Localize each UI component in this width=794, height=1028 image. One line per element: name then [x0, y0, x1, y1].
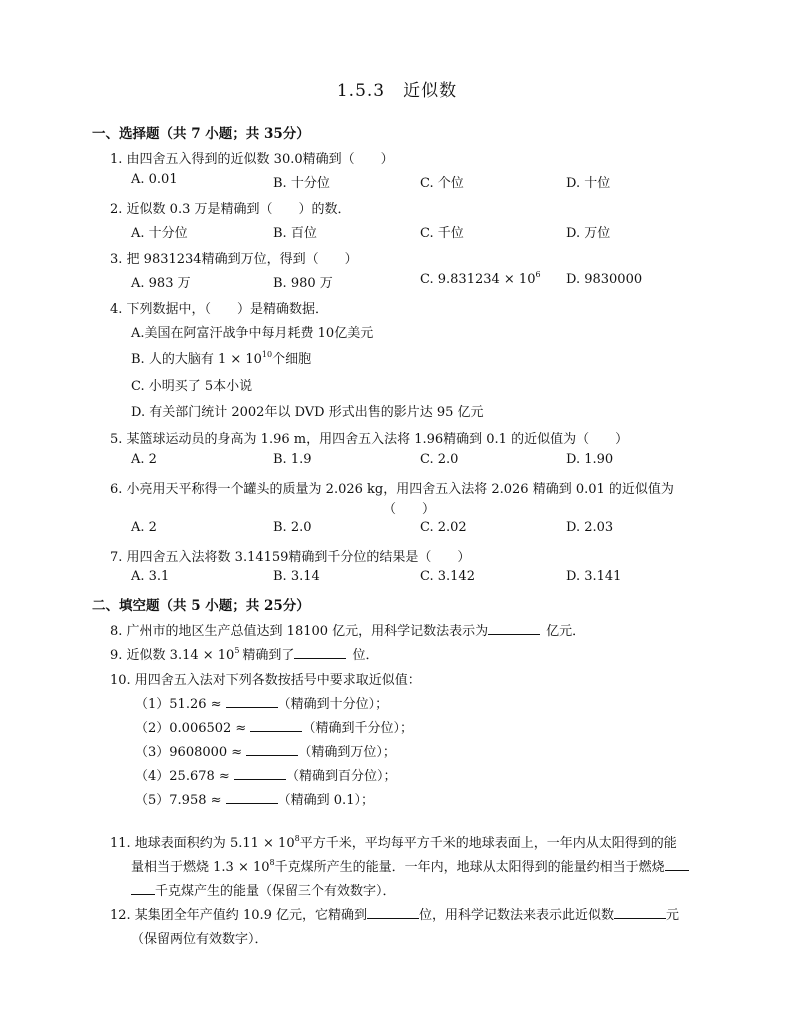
q1-option-d: D. 十位	[566, 176, 611, 191]
q11-answer-blank-start[interactable]	[665, 859, 689, 871]
q12-line-1-text: 12. 某集团全年产值约 10.9 亿元，它精确到	[110, 908, 368, 923]
question-2-stem: 2. 近似数 0.3 万是精确到（ ）的数．	[110, 202, 351, 217]
q10-item-5-requirement: （精确到 0.1）；	[277, 793, 374, 808]
question-7-stem: 7. 用四舍五入法将数 3.14159精确到千分位的结果是（ ）	[110, 550, 471, 565]
q10-item-5	[135, 789, 374, 808]
question-9-text: 9. 近似数 3.14 × 10	[110, 648, 235, 663]
q12-answer-blank-2[interactable]	[614, 907, 666, 919]
q5-option-b: B. 1.9	[273, 452, 312, 467]
question-11-line-3	[131, 880, 396, 899]
q2-option-c: C. 千位	[420, 226, 464, 241]
q10-item-4-requirement: （精确到百分位）；	[285, 769, 397, 784]
q4-option-b-pre: B. 人的大脑有 1 × 10	[131, 352, 262, 367]
question-4-stem: 4. 下列数据中，（ ）是精确数据．	[110, 302, 329, 317]
q12-line-1-mid: 位，用科学记数法来表示此近似数	[419, 908, 615, 923]
q3-option-a: A. 983 万	[131, 276, 191, 291]
q11-line-1-text: 11. 地球表面积约为 5.11 × 10	[110, 836, 295, 851]
question-8-text: 8. 广州市的地区生产总值达到 18100 亿元，用科学记数法表示为	[110, 624, 489, 639]
q4-option-b-post: 个细胞	[272, 352, 312, 367]
q6-option-b: B. 2.0	[273, 520, 312, 535]
q3-option-c-exponent: 6	[535, 270, 541, 279]
q10-item-2-blank[interactable]	[250, 720, 302, 732]
q10-item-1	[135, 693, 388, 712]
q10-item-3-requirement: （精确到万位）；	[298, 745, 396, 760]
question-6-stem: 6. 小亮用天平称得一个罐头的质量为 2.026 kg，用四舍五入法将 2.026 精确到 0.01 的近似值为	[110, 482, 674, 497]
question-12-line-2: （保留两位有效数字）．	[131, 932, 268, 947]
q10-item-5-text: （5）7.958 ≈	[135, 793, 222, 808]
q9-answer-blank[interactable]	[294, 647, 346, 659]
q10-item-1-text: （1）51.26 ≈	[135, 697, 222, 712]
question-12-line-1	[110, 904, 679, 923]
q11-exponent-1: 8	[294, 834, 300, 843]
q7-option-c: C. 3.142	[420, 569, 475, 584]
q2-option-a: A. 十分位	[131, 226, 188, 241]
section-heading-multiple-choice: 一、选择题（共 7 小题；共 35分）	[92, 126, 310, 142]
q5-option-c: C. 2.0	[420, 452, 459, 467]
q3-option-c-base: C. 9.831234 × 10	[420, 272, 536, 287]
q10-item-4-blank[interactable]	[234, 768, 286, 780]
q11-answer-blank-end[interactable]	[131, 883, 155, 895]
q10-item-3-text: （3）9608000 ≈	[135, 745, 243, 760]
q6-option-d: D. 2.03	[566, 520, 614, 535]
q11-line-3-text: 千克煤产生的能量（保留三个有效数字）．	[155, 884, 396, 899]
q10-item-3	[135, 741, 396, 760]
q1-option-c: C. 个位	[420, 176, 464, 191]
question-11-line-1	[110, 832, 677, 851]
section-heading-fill-in: 二、填空题（共 5 小题；共 25分）	[92, 598, 310, 614]
q1-option-a: A. 0.01	[131, 172, 178, 187]
q4-option-c: C. 小明买了 5本小说	[131, 379, 253, 394]
q10-item-2	[135, 717, 413, 736]
question-5-stem: 5. 某篮球运动员的身高为 1.96 m，用四舍五入法将 1.96精确到 0.1 的近似值为（ ）	[110, 432, 629, 447]
q7-option-a: A. 3.1	[131, 569, 170, 584]
q7-option-b: B. 3.14	[273, 569, 320, 584]
q3-option-b: B. 980 万	[273, 276, 333, 291]
question-9-suffix: 位．	[352, 648, 379, 663]
q4-option-a: A.美国在阿富汗战争中每月耗费 10亿美元	[131, 326, 374, 341]
q10-item-2-requirement: （精确到千分位）；	[302, 721, 413, 736]
q6-option-c: C. 2.02	[420, 520, 467, 535]
q11-exponent-2: 8	[269, 858, 275, 867]
q11-line-2-text: 量相当于燃烧 1.3 × 10	[131, 860, 270, 875]
q3-option-d: D. 9830000	[566, 272, 643, 287]
q10-item-1-blank[interactable]	[226, 696, 278, 708]
q9-exponent: 5	[234, 646, 240, 655]
q2-option-d: D. 万位	[566, 226, 611, 241]
q10-item-4	[135, 765, 396, 784]
q5-option-d: D. 1.90	[566, 452, 614, 467]
q4-option-d: D. 有关部门统计 2002年以 DVD 形式出售的影片达 95 亿元	[131, 405, 484, 420]
q1-option-b: B. 十分位	[273, 176, 330, 191]
q10-item-5-blank[interactable]	[226, 792, 278, 804]
question-6-answer-paren: （ ）	[383, 502, 436, 517]
q3-option-c	[420, 272, 541, 287]
question-9	[110, 644, 378, 663]
question-8-suffix: 亿元．	[546, 624, 586, 639]
q2-option-b: B. 百位	[273, 226, 317, 241]
question-1-stem: 1. 由四舍五入得到的近似数 30.0精确到（ ）	[110, 152, 394, 167]
q10-item-3-blank[interactable]	[246, 744, 298, 756]
question-8	[110, 620, 585, 639]
q4-option-b	[131, 348, 311, 367]
page-title: 1.5.3 近似数	[336, 81, 458, 101]
q11-line-2-rest: 千克煤所产生的能量．一年内，地球从太阳得到的能量约相当于燃烧	[274, 860, 665, 875]
q10-item-2-text: （2）0.006502 ≈	[135, 721, 247, 736]
q7-option-d: D. 3.141	[566, 569, 622, 584]
question-10-stem: 10. 用四舍五入法对下列各数按括号中要求取近似值：	[110, 673, 421, 688]
question-9-mid: 精确到了	[242, 648, 295, 663]
q5-option-a: A. 2	[131, 452, 157, 467]
question-3-stem: 3. 把 9831234精确到万位，得到（ ）	[110, 252, 358, 267]
q12-answer-blank-1[interactable]	[367, 907, 419, 919]
q12-line-1-unit: 元	[666, 908, 680, 923]
q11-line-1-rest: 平方千米，平均每平方千米的地球表面上，一年内从太阳得到的能	[299, 836, 677, 851]
question-11-line-2	[131, 856, 689, 875]
q4-option-b-exponent: 10	[261, 350, 273, 359]
q6-option-a: A. 2	[131, 520, 157, 535]
q10-item-4-text: （4）25.678 ≈	[135, 769, 230, 784]
q10-item-1-requirement: （精确到十分位）；	[277, 697, 389, 712]
q8-answer-blank[interactable]	[488, 623, 540, 635]
